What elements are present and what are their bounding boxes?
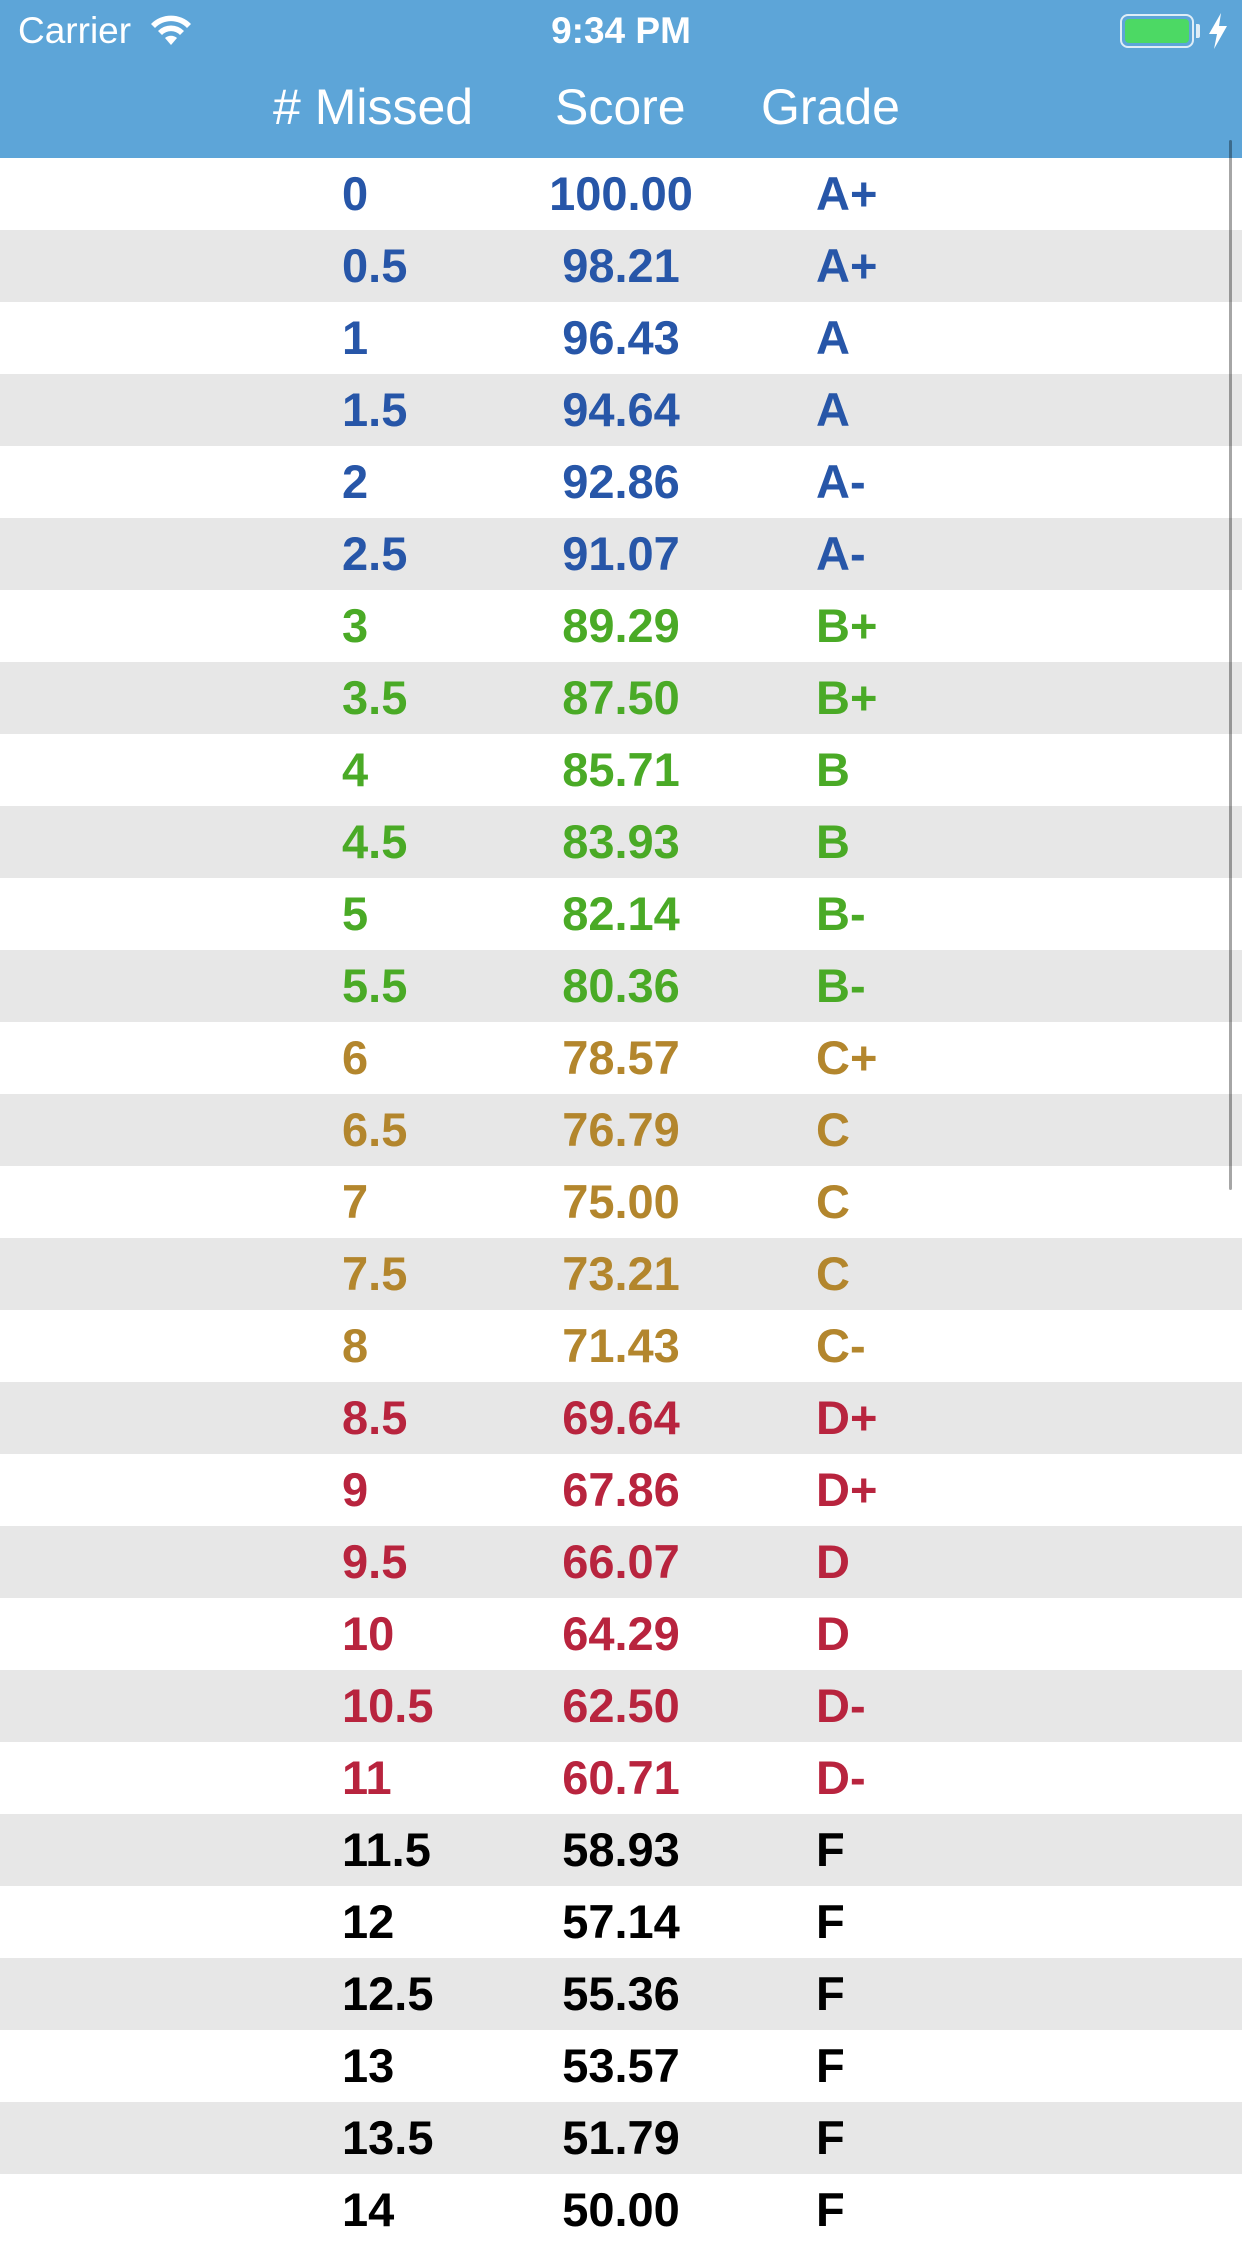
missed-cell: 12.5 — [342, 1967, 434, 2020]
missed-cell: 2 — [342, 455, 369, 508]
missed-cell: 1.5 — [342, 383, 408, 436]
score-cell: 51.79 — [562, 2111, 680, 2164]
table-row[interactable] — [0, 374, 1242, 446]
missed-cell: 14 — [342, 2183, 395, 2236]
table-row[interactable] — [0, 1310, 1242, 1382]
missed-cell: 0 — [342, 167, 369, 220]
missed-cell: 4.5 — [342, 815, 408, 868]
missed-cell: 9 — [342, 1463, 369, 1516]
charging-bolt-icon — [1206, 12, 1230, 50]
table-row[interactable] — [0, 1886, 1242, 1958]
score-cell: 62.50 — [562, 1679, 680, 1732]
missed-cell: 7 — [342, 1175, 369, 1228]
score-cell: 82.14 — [562, 887, 680, 940]
status-bar — [0, 0, 1242, 62]
missed-cell: 11.5 — [342, 1823, 431, 1876]
table-row[interactable] — [0, 446, 1242, 518]
missed-cell: 6 — [342, 1031, 369, 1084]
table-row[interactable] — [0, 1382, 1242, 1454]
table-row[interactable] — [0, 1814, 1242, 1886]
grade-cell: D+ — [816, 1463, 878, 1516]
grade-cell: D- — [816, 1751, 866, 1804]
table-row[interactable] — [0, 2030, 1242, 2102]
grade-cell: B+ — [816, 599, 878, 652]
score-cell: 57.14 — [562, 1895, 680, 1948]
navigation-bar — [0, 0, 1242, 158]
missed-cell: 13 — [342, 2039, 395, 2092]
battery-icon — [1120, 14, 1194, 48]
grade-cell: A+ — [816, 239, 878, 292]
grade-cell: A- — [816, 455, 866, 508]
table-row[interactable] — [0, 878, 1242, 950]
missed-column-header: # Missed — [273, 79, 474, 135]
battery-level — [1125, 19, 1189, 43]
score-cell: 91.07 — [562, 527, 680, 580]
table-row[interactable] — [0, 1742, 1242, 1814]
missed-cell: 6.5 — [342, 1103, 408, 1156]
grade-cell: A — [816, 383, 850, 436]
missed-cell: 2.5 — [342, 527, 408, 580]
grade-cell: C- — [816, 1319, 866, 1372]
table-row[interactable] — [0, 1598, 1242, 1670]
score-cell: 76.79 — [562, 1103, 680, 1156]
grade-cell: F — [816, 2183, 845, 2236]
grade-cell: D+ — [816, 1391, 878, 1444]
table-row[interactable] — [0, 590, 1242, 662]
table-row[interactable] — [0, 806, 1242, 878]
missed-cell: 7.5 — [342, 1247, 408, 1300]
missed-cell: 4 — [342, 743, 369, 796]
grade-cell: D- — [816, 1679, 866, 1732]
table-row[interactable] — [0, 1526, 1242, 1598]
grade-cell: C+ — [816, 1031, 878, 1084]
score-cell: 50.00 — [562, 2183, 680, 2236]
missed-cell: 10 — [342, 1607, 395, 1660]
clock: 9:34 PM — [551, 10, 691, 51]
grade-cell: D — [816, 1535, 850, 1588]
table-row[interactable] — [0, 2174, 1242, 2246]
score-cell: 83.93 — [562, 815, 680, 868]
table-row[interactable] — [0, 1022, 1242, 1094]
score-cell: 78.57 — [562, 1031, 680, 1084]
missed-cell: 13.5 — [342, 2111, 434, 2164]
score-cell: 58.93 — [562, 1823, 680, 1876]
score-cell: 73.21 — [562, 1247, 680, 1300]
score-cell: 96.43 — [562, 311, 680, 364]
grade-cell: C — [816, 1247, 850, 1300]
grade-cell: A — [816, 311, 850, 364]
grade-cell: D — [816, 1607, 850, 1660]
grade-cell: F — [816, 1823, 845, 1876]
battery-tip — [1196, 24, 1200, 38]
score-cell: 67.86 — [562, 1463, 680, 1516]
score-cell: 64.29 — [562, 1607, 680, 1660]
grade-column-header: Grade — [761, 79, 900, 135]
grade-cell: B- — [816, 887, 866, 940]
grade-cell: F — [816, 2039, 845, 2092]
grade-cell: A+ — [816, 167, 878, 220]
missed-cell: 9.5 — [342, 1535, 408, 1588]
table-row[interactable] — [0, 1958, 1242, 2030]
score-cell: 98.21 — [562, 239, 680, 292]
table-row[interactable] — [0, 662, 1242, 734]
table-row[interactable] — [0, 1238, 1242, 1310]
table-row[interactable] — [0, 1670, 1242, 1742]
table-row[interactable] — [0, 158, 1242, 230]
grade-cell: B — [816, 815, 850, 868]
score-cell: 53.57 — [562, 2039, 680, 2092]
score-cell: 80.36 — [562, 959, 680, 1012]
table-row[interactable] — [0, 950, 1242, 1022]
grade-cell: A- — [816, 527, 866, 580]
missed-cell: 5.5 — [342, 959, 408, 1012]
missed-cell: 12 — [342, 1895, 395, 1948]
table-row[interactable] — [0, 230, 1242, 302]
missed-cell: 3 — [342, 599, 369, 652]
table-row[interactable] — [0, 1166, 1242, 1238]
carrier-label: Carrier — [18, 10, 132, 51]
missed-cell: 3.5 — [342, 671, 408, 724]
table-row[interactable] — [0, 734, 1242, 806]
score-cell: 60.71 — [562, 1751, 680, 1804]
table-row[interactable] — [0, 1094, 1242, 1166]
grade-cell: F — [816, 1895, 845, 1948]
missed-cell: 8 — [342, 1319, 369, 1372]
table-row[interactable] — [0, 1454, 1242, 1526]
score-cell: 55.36 — [562, 1967, 680, 2020]
grade-cell: F — [816, 1967, 845, 2020]
grade-cell: F — [816, 2111, 845, 2164]
scroll-indicator[interactable] — [1229, 140, 1232, 1190]
missed-cell: 10.5 — [342, 1679, 434, 1732]
score-cell: 92.86 — [562, 455, 680, 508]
table-row[interactable] — [0, 302, 1242, 374]
missed-cell: 11 — [342, 1751, 392, 1804]
score-column-header: Score — [555, 79, 686, 135]
score-cell: 100.00 — [549, 167, 693, 220]
grade-table[interactable] — [0, 158, 1242, 2236]
score-cell: 66.07 — [562, 1535, 680, 1588]
score-cell: 85.71 — [562, 743, 680, 796]
table-row[interactable] — [0, 2102, 1242, 2174]
score-cell: 89.29 — [562, 599, 680, 652]
score-cell: 69.64 — [562, 1391, 680, 1444]
missed-cell: 1 — [342, 311, 369, 364]
grade-cell: B- — [816, 959, 866, 1012]
score-cell: 94.64 — [562, 383, 680, 436]
missed-cell: 8.5 — [342, 1391, 408, 1444]
score-cell: 87.50 — [562, 671, 680, 724]
grade-cell: B+ — [816, 671, 878, 724]
score-cell: 75.00 — [562, 1175, 680, 1228]
grade-cell: C — [816, 1175, 850, 1228]
grade-cell: B — [816, 743, 850, 796]
score-cell: 71.43 — [562, 1319, 680, 1372]
missed-cell: 0.5 — [342, 239, 408, 292]
column-header-row — [0, 72, 1242, 142]
missed-cell: 5 — [342, 887, 369, 940]
table-row[interactable] — [0, 518, 1242, 590]
grade-cell: C — [816, 1103, 850, 1156]
